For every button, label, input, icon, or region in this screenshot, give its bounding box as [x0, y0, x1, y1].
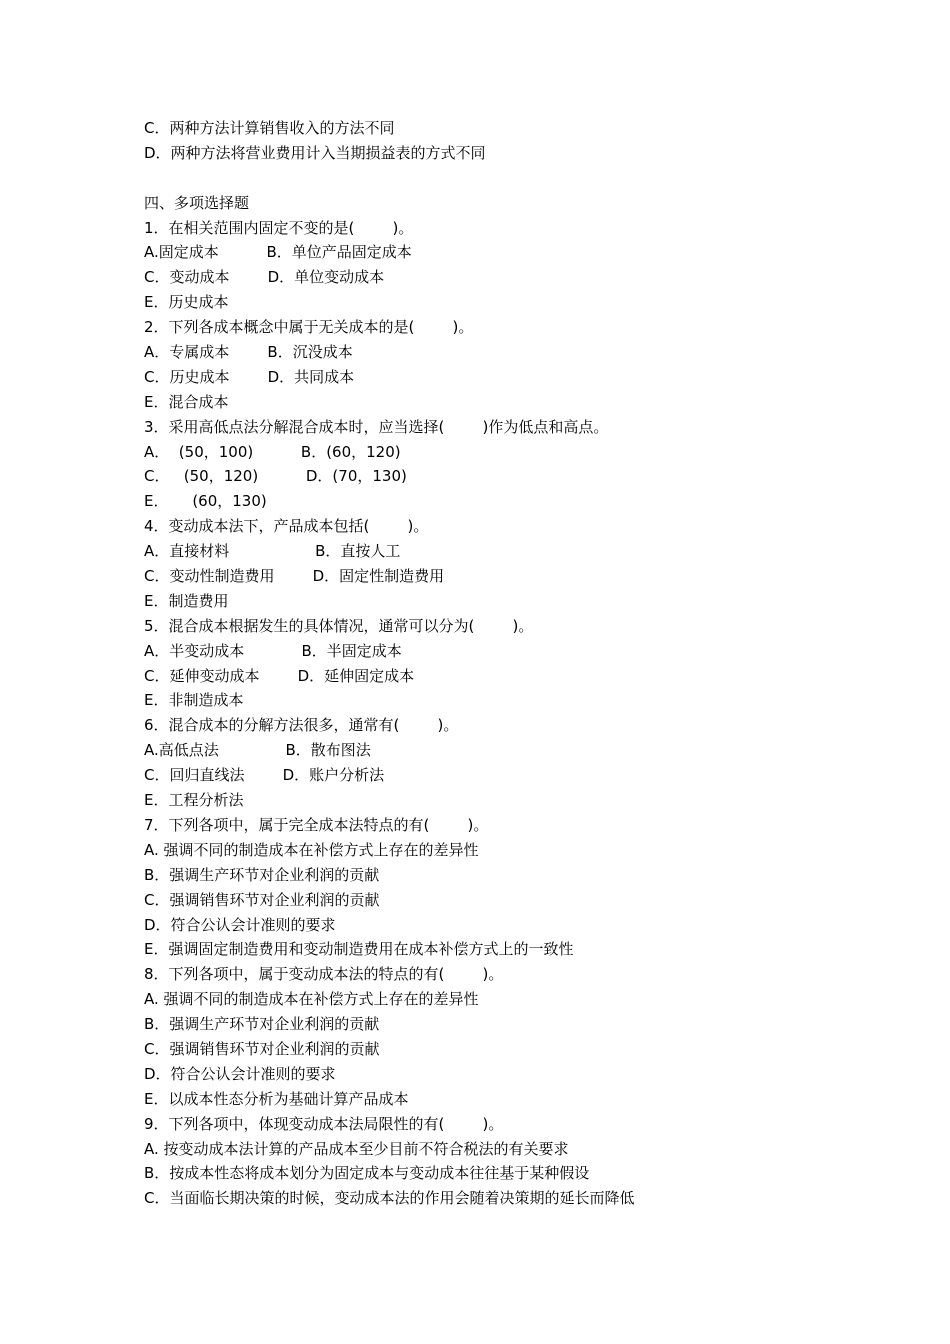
option-line: B．强调生产环节对企业利润的贡献 — [144, 865, 380, 884]
question-line: 5．混合成本根据发生的具体情况，通常可以分为( )。 — [144, 616, 534, 635]
option-line: A. 强调不同的制造成本在补偿方式上存在的差异性 — [144, 840, 479, 859]
option-line: C．变动成本 D．单位变动成本 — [144, 268, 385, 287]
option-line: C．两种方法计算销售收入的方法不同 — [144, 119, 395, 137]
option-line: C．强调销售环节对企业利润的贡献 — [144, 890, 380, 909]
document-body — [144, 116, 844, 1211]
option-line: A． (50，100) B．(60，120) — [144, 442, 401, 461]
option-line: C．延伸变动成本 D．延伸固定成本 — [144, 666, 415, 685]
section-heading: 四、多项选择题 — [144, 193, 250, 212]
question-line: 8．下列各项中，属于变动成本法的特点的有( )。 — [144, 965, 504, 984]
option-line: C．回归直线法 D．账户分析法 — [144, 766, 385, 785]
question-line: 6．混合成本的分解方法很多，通常有( )。 — [144, 716, 459, 735]
option-line: B．强调生产环节对企业利润的贡献 — [144, 1015, 380, 1034]
option-line: A．专属成本 B．沉没成本 — [144, 343, 353, 362]
option-line: E．混合成本 — [144, 392, 229, 411]
option-line: E．强调固定制造费用和变动制造费用在成本补偿方式上的一致性 — [144, 940, 574, 959]
option-line: A．直接材料 B．直按人工 — [144, 542, 401, 561]
option-line: A. 强调不同的制造成本在补偿方式上存在的差异性 — [144, 990, 479, 1009]
option-line: B．按成本性态将成本划分为固定成本与变动成本往往基于某种假设 — [144, 1164, 590, 1183]
option-line: D．符合公认会计准则的要求 — [144, 915, 336, 934]
question-line: 3．采用高低点法分解混合成本时，应当选择( )作为低点和高点。 — [144, 417, 609, 436]
question-line: 1．在相关范围内固定不变的是( )。 — [144, 218, 414, 237]
option-line: A. 按变动成本法计算的产品成本至少目前不符合税法的有关要求 — [144, 1139, 569, 1158]
question-line: 9．下列各项中，体现变动成本法局限性的有( )。 — [144, 1114, 504, 1133]
option-line: C．当面临长期决策的时候，变动成本法的作用会随着决策期的延长而降低 — [144, 1189, 635, 1208]
option-line: E．历史成本 — [144, 293, 229, 312]
option-line: E．制造费用 — [144, 591, 229, 610]
option-line: C．变动性制造费用 D．固定性制造费用 — [144, 567, 445, 586]
option-line: A．半变动成本 B．半固定成本 — [144, 641, 402, 660]
question-line: 7．下列各项中，属于完全成本法特点的有( )。 — [144, 815, 489, 834]
question-line: 2．下列各成本概念中属于无关成本的是( )。 — [144, 318, 474, 337]
option-line: E． (60，130) — [144, 492, 267, 511]
option-line: D．两种方法将营业费用计入当期损益表的方式不同 — [144, 143, 486, 162]
option-line: E．以成本性态分析为基础计算产品成本 — [144, 1089, 409, 1108]
question-line: 4．变动成本法下，产品成本包括( )。 — [144, 517, 429, 536]
option-line: A.高低点法 B．散布图法 — [144, 741, 371, 760]
option-line: C．强调销售环节对企业利润的贡献 — [144, 1039, 380, 1058]
option-line: A.固定成本 B．单位产品固定成本 — [144, 243, 412, 262]
option-line: C．历史成本 D．共同成本 — [144, 367, 355, 386]
option-line: E．工程分析法 — [144, 791, 244, 810]
option-line: C． (50，120) D．(70，130) — [144, 467, 407, 486]
blank-line — [144, 166, 844, 191]
option-line: E．非制造成本 — [144, 691, 244, 710]
option-line: D．符合公认会计准则的要求 — [144, 1064, 336, 1083]
